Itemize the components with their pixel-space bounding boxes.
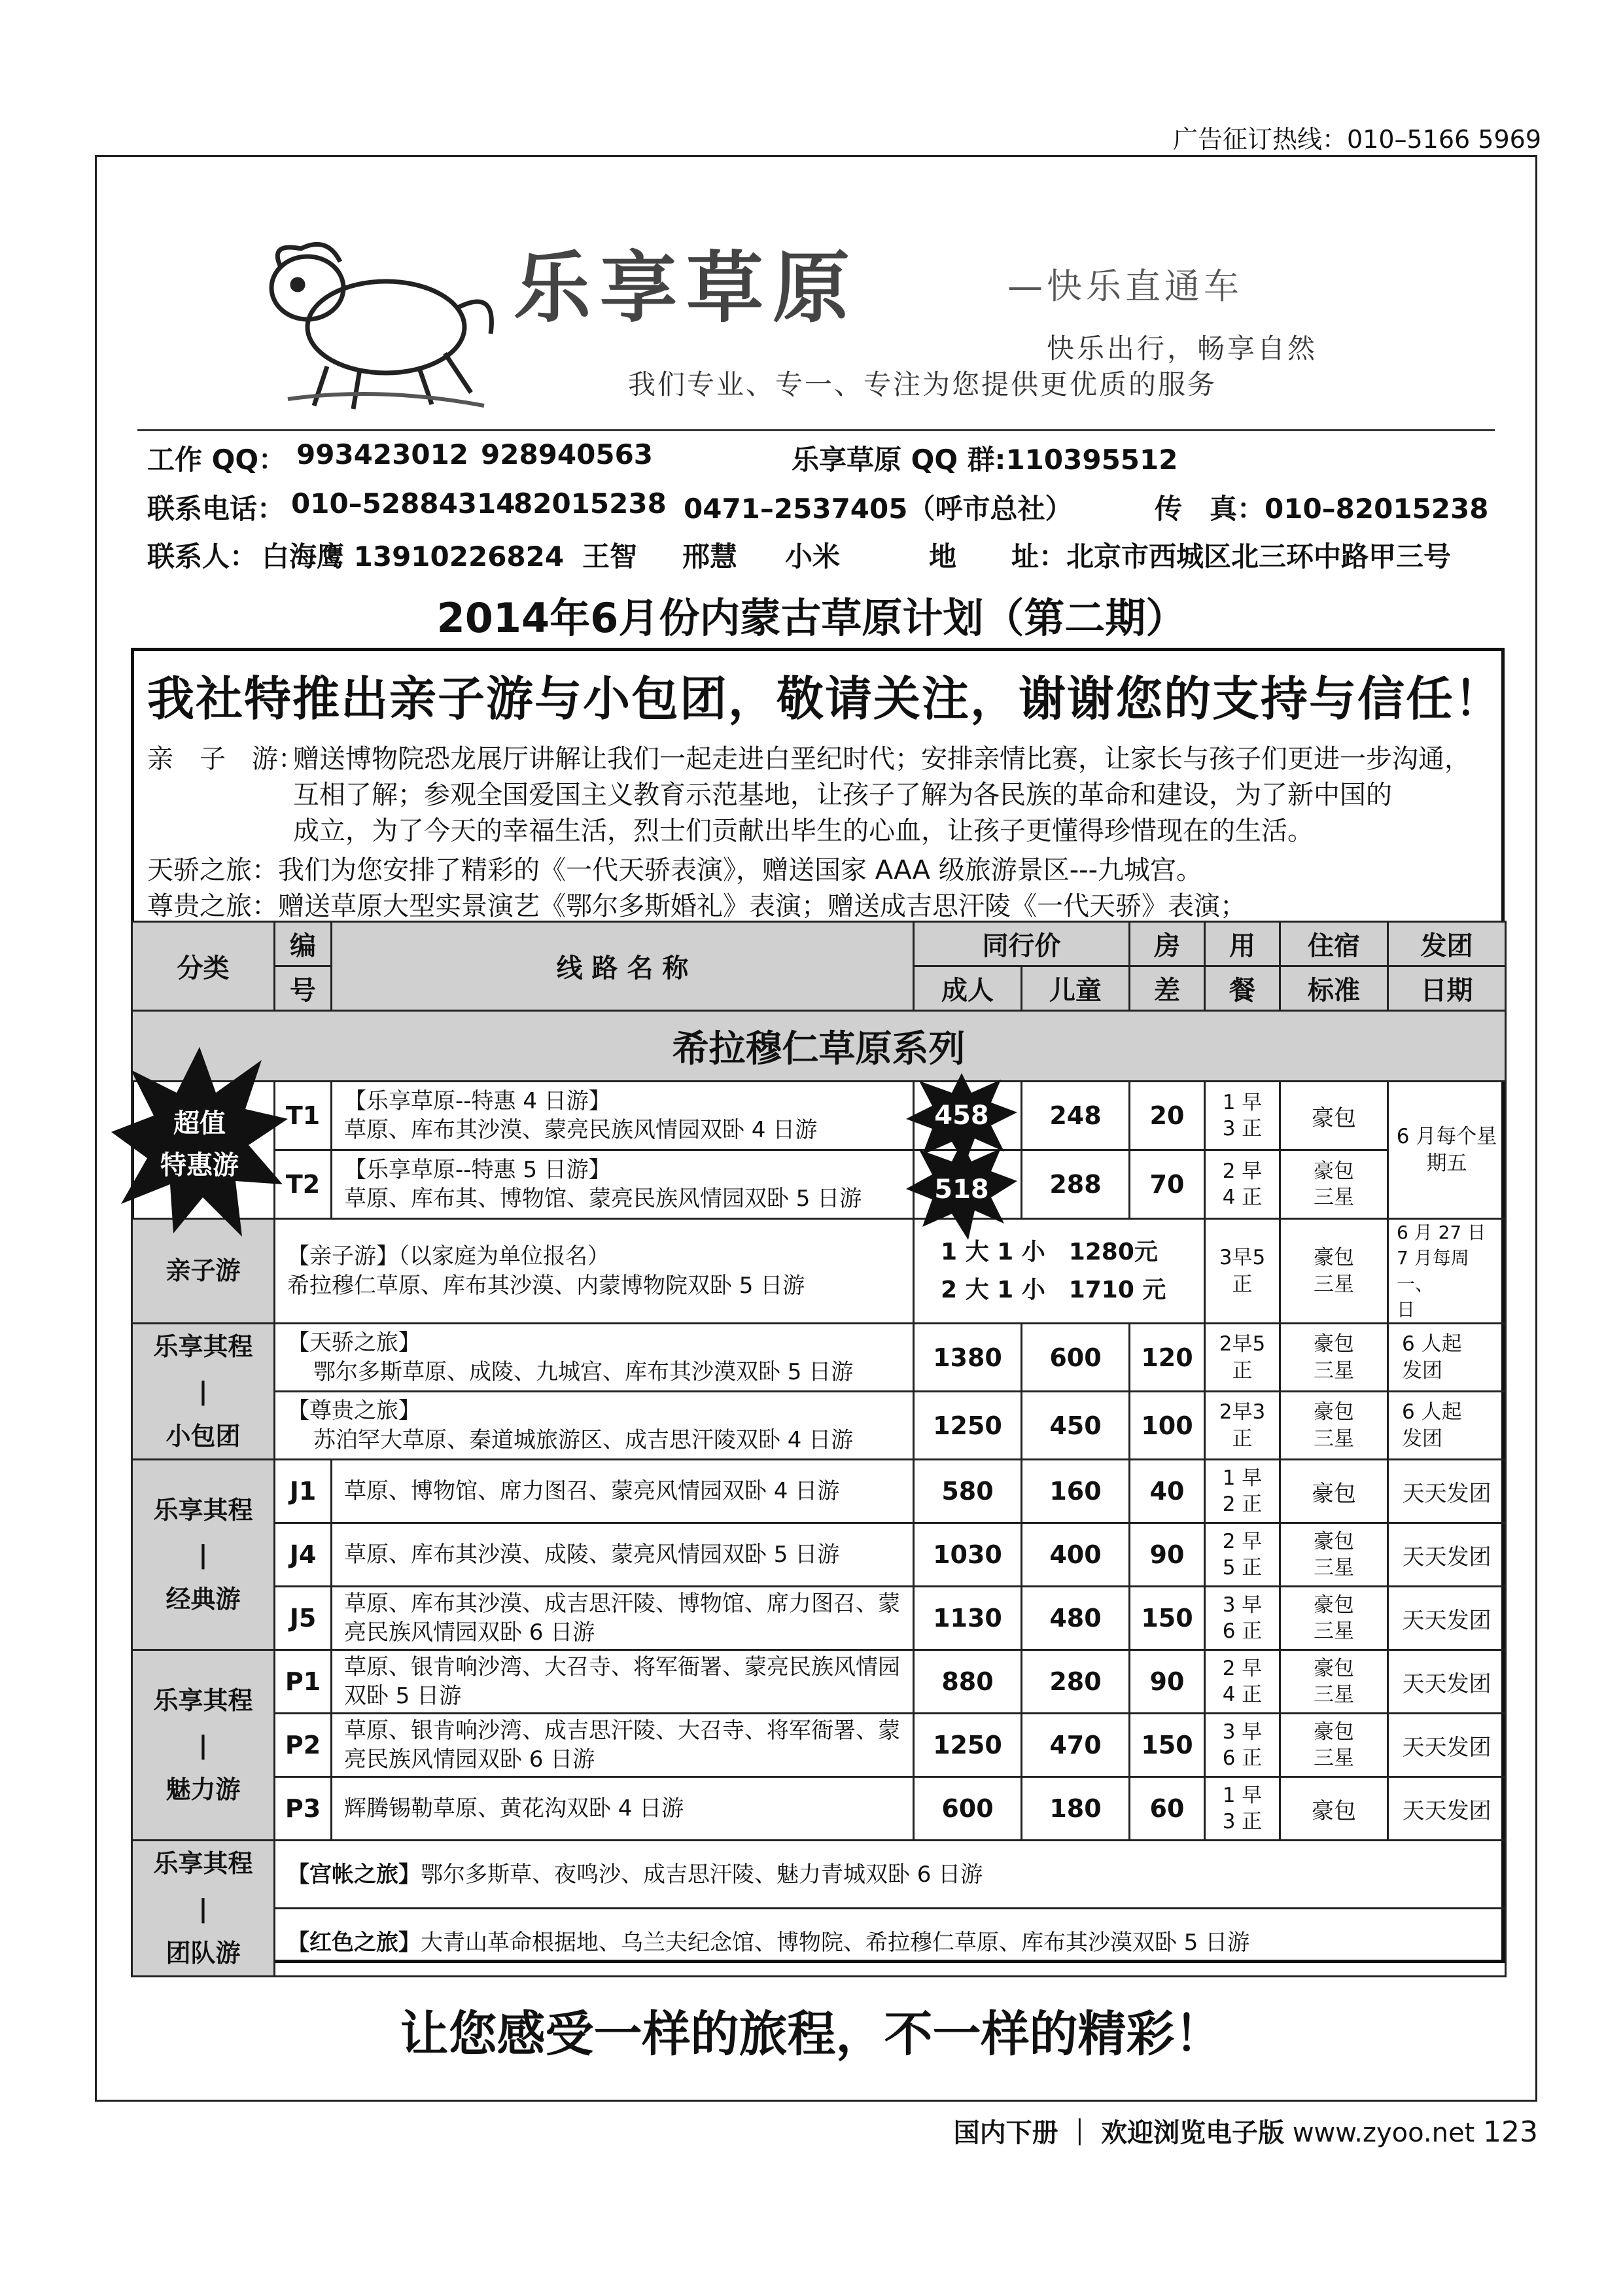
meal-line: 正 [1232,1358,1253,1383]
meal-line: 4 正 [1222,1683,1263,1707]
hotel-line: 豪包 [1314,1593,1354,1617]
page-footer [954,2112,1538,2149]
meal-line: 正 [1232,1272,1253,1296]
route-cell [332,1650,914,1714]
meal-cell [1205,1219,1280,1324]
footer-section: 国内下册 [953,2118,1058,2148]
contact-person-1: 白海鹰 13910226824 [262,540,565,573]
meal-line: 3早5 [1219,1246,1266,1270]
route-name: 【天骄之旅】 [287,1330,421,1356]
meal-cell [1205,1392,1280,1460]
header-date-1: 发团 [1388,922,1506,966]
route-name: 【亲子游】（以家庭为单位报名） [287,1243,610,1270]
category-line: 乐享其程 [153,1495,253,1525]
price-adult-t2: 518 [934,1174,989,1205]
price-child: 450 [1022,1392,1130,1460]
price-child: 248 [1022,1082,1130,1150]
category-line: 乐享其程 [153,1686,253,1715]
date-line: 6 人起 [1402,1332,1462,1356]
team-route-tag: 【宫帐之旅】 [287,1861,421,1888]
footer-text: 欢迎浏览电子版 [1101,2118,1285,2148]
route-code: T2 [275,1150,332,1219]
table-row [132,1714,1506,1777]
meal-line: 6 正 [1222,1746,1263,1771]
table-row [132,1909,1506,1977]
header-meal-1: 用 [1205,922,1280,966]
header-child: 儿童 [1022,966,1130,1011]
hotel-cell [1280,1650,1388,1714]
table-row [132,1150,1506,1219]
route-cell [275,1392,914,1460]
team-route-tag: 【红色之旅】 [287,1929,421,1956]
table-row [132,1082,1506,1150]
price-adult: 880 [914,1650,1022,1714]
footer-separator: ｜ [1066,2118,1093,2148]
family-price-1: 1 大 1 小 1280元 [941,1238,1158,1265]
header-category: 分类 [132,922,275,1011]
header-divider [137,429,1495,431]
special-offer-burst [111,1047,288,1237]
price-adult: 1250 [914,1392,1022,1460]
logo-tagline: 快乐出行，畅享自然 [1047,332,1318,364]
room-diff: 150 [1130,1714,1205,1777]
hotel-line: 三星 [1314,1186,1354,1209]
team-route-hongse [275,1909,1506,1977]
page-number: 123 [1483,2115,1538,2149]
meal-line: 2早5 [1219,1332,1266,1356]
footer-site-link[interactable]: www.zyoo.net [1292,2118,1475,2148]
route-desc: 鄂尔多斯草原、成陵、九城宫、库布其沙漠双卧 5 日游 [313,1358,854,1385]
header-price: 同行价 [914,922,1130,966]
room-diff: 60 [1130,1777,1205,1841]
price-badge-t2 [906,1142,1017,1240]
category-xiaobao [132,1324,275,1460]
price-child: 160 [1022,1460,1130,1523]
route-cell [332,1587,914,1650]
qinzi-desc-2: 互相了解；参观全国爱国主义教育示范基地，让孩子了解为各民族的革命和建设，为了新中国的 [293,780,1392,810]
date-line: 发团 [1402,1426,1442,1451]
route-code: P3 [275,1777,332,1841]
header-room-1: 房 [1130,922,1205,966]
qq-group: 乐享草原 QQ 群:110395512 [792,444,1178,476]
hotel-standard: 豪包 [1280,1082,1388,1150]
hotel-line: 三星 [1314,1358,1354,1383]
hotel-line: 豪包 [1314,1656,1354,1680]
route-desc: 草原、库布其沙漠、成吉思汗陵、博物馆、席力图召、蒙 [344,1590,900,1617]
price-adult: 1030 [914,1523,1022,1587]
room-diff: 120 [1130,1324,1205,1392]
meal-cell [1205,1714,1280,1777]
meal-line: 2 早 [1222,1529,1263,1553]
phone-number-1: 010–52884314 [291,487,515,520]
table-row [132,1460,1506,1523]
header-number-1: 编 [275,922,332,966]
room-diff: 100 [1130,1392,1205,1460]
table-row [132,1324,1506,1392]
date-line: 期五 [1426,1151,1467,1175]
meal-line: 3 早 [1222,1720,1263,1744]
departure-date-cell [1388,1219,1506,1324]
price-adult-t1: 458 [934,1101,989,1131]
hotel-cell [1280,1392,1388,1460]
category-line: 团队游 [166,1938,241,1968]
route-name: 【乐享草原--特惠 4 日游】 [344,1087,611,1114]
price-adult: 1380 [914,1324,1022,1392]
route-desc: 草原、银肯响沙湾、大召寺、将军衙署、蒙亮民族风情园 [344,1653,900,1680]
qinzi-desc-3: 成立，为了今天的幸福生活，烈士们贡献出毕生的心血，让孩子更懂得珍惜现在的生活。 [293,816,1314,846]
departure-date: 天天发团 [1388,1523,1506,1587]
meal-cell [1205,1150,1280,1219]
departure-date-cell [1388,1082,1506,1219]
room-diff: 90 [1130,1650,1205,1714]
burst-text-1: 超值 [173,1108,226,1139]
price-child: 280 [1022,1650,1130,1714]
price-child: 600 [1022,1324,1130,1392]
route-desc: 草原、库布其沙漠、蒙亮民族风情园双卧 4 日游 [344,1117,818,1143]
table-row [132,1392,1506,1460]
header-room-2: 差 [1130,966,1205,1011]
meal-line: 3 正 [1222,1117,1263,1140]
hotel-line: 三星 [1314,1556,1354,1580]
route-desc: 草原、银肯响沙湾、成吉思汗陵、大召寺、将军衙署、蒙 [344,1717,900,1744]
category-line: 小包团 [166,1421,241,1451]
route-code: J4 [275,1523,332,1587]
hotel-line: 三星 [1314,1746,1354,1771]
table-row [132,1219,1506,1324]
departure-date: 天天发团 [1388,1587,1506,1650]
fax-number: 传 真：010–82015238 [1155,493,1489,525]
bottom-slogan: 让您感受一样的旅程，不一样的精彩！ [400,2006,1223,2062]
table-row [132,1587,1506,1650]
route-cell [275,1324,914,1392]
hotel-line: 豪包 [1314,1332,1354,1356]
date-line: 7 月每周一、 [1397,1247,1469,1295]
category-line: | [198,1730,208,1759]
logo-title: 乐享草原 [514,242,860,333]
hotel-cell [1280,1219,1388,1324]
hotel-line: 豪包 [1314,1720,1354,1744]
meal-cell [1205,1587,1280,1650]
series-title: 希拉穆仁草原系列 [132,1011,1506,1082]
route-desc: 苏泊罕大草原、秦道城旅游区、成吉思汗陵双卧 4 日游 [313,1426,854,1453]
header-meal-2: 餐 [1205,966,1280,1011]
meal-cell [1205,1650,1280,1714]
tour-table [131,921,1507,1977]
meal-line: 2 早 [1222,1656,1263,1680]
hotel-line: 三星 [1314,1619,1354,1644]
category-jingdian [132,1460,275,1650]
meal-cell [1205,1082,1280,1150]
meal-cell [1205,1460,1280,1523]
route-desc: 亮民族风情园双卧 6 日游 [344,1619,595,1646]
logo-slogan: —快乐直通车 [1007,266,1243,307]
meal-line: 1 早 [1222,1466,1263,1490]
qq-number-2: 928940563 [481,438,654,470]
header-adult: 成人 [914,966,1022,1011]
route-desc: 草原、库布其沙漠、成陵、蒙亮风情园双卧 5 日游 [332,1523,914,1587]
header-route: 线 路 名 称 [332,922,914,1011]
phone-number-2: 82015238 [514,487,667,520]
contact-person-4: 小米 [785,540,841,573]
qinzi-label: 亲 子 游： [147,744,304,774]
room-diff: 90 [1130,1523,1205,1587]
hotel-standard: 豪包 [1280,1777,1388,1841]
route-code: T1 [275,1082,332,1150]
date-line: 6 月 27 日 [1397,1222,1486,1244]
meal-cell [1205,1523,1280,1587]
route-desc: 双卧 5 日游 [344,1683,462,1710]
meal-line: 3 早 [1222,1593,1263,1617]
price-child: 480 [1022,1587,1130,1650]
date-line: 6 月每个星 [1396,1125,1497,1149]
hotel-cell [1280,1587,1388,1650]
departure-date-cell [1388,1324,1506,1392]
category-line: | [198,1540,208,1569]
meal-line: 3 正 [1222,1810,1263,1834]
qinzi-desc-1: 赠送博物院恐龙展厅讲解让我们一起走进白垩纪时代；安排亲情比赛，让家长与孩子们更进一步沟通， [293,744,1471,774]
date-line: 6 人起 [1402,1400,1462,1424]
room-diff: 150 [1130,1587,1205,1650]
header-date-2: 日期 [1388,966,1506,1011]
route-cell [332,1150,914,1219]
burst-text-2: 特惠游 [160,1150,239,1180]
plan-title: 2014年6月份内蒙古草原计划（第二期） [436,594,1187,642]
hotel-line: 豪包 [1314,1529,1354,1553]
price-child: 288 [1022,1150,1130,1219]
route-cell [275,1219,914,1324]
logo-service-line: 我们专业、专一、专注为您提供更优质的服务 [628,368,1217,400]
price-adult: 1250 [914,1714,1022,1777]
room-diff: 40 [1130,1460,1205,1523]
hotel-cell [1280,1324,1388,1392]
route-code: P2 [275,1714,332,1777]
meal-cell [1205,1324,1280,1392]
meal-line: 6 正 [1222,1619,1263,1644]
departure-date: 天天发团 [1388,1460,1506,1523]
meal-line: 2早3 [1219,1400,1266,1424]
meal-line: 正 [1232,1426,1253,1451]
hotel-cell [1280,1150,1388,1219]
departure-date: 天天发团 [1388,1777,1506,1841]
contact-person-2: 王智 [582,540,638,573]
meal-line: 2 正 [1222,1492,1263,1517]
route-desc: 希拉穆仁草原、库布其沙漠、内蒙博物院双卧 5 日游 [287,1272,805,1299]
price-child: 180 [1022,1777,1130,1841]
header-number-2: 号 [275,966,332,1011]
meal-line: 4 正 [1222,1186,1263,1209]
route-desc: 亮民族风情园双卧 6 日游 [344,1746,595,1773]
meal-line: 2 早 [1222,1159,1263,1183]
hotel-cell [1280,1714,1388,1777]
address: 地 址：北京市西城区北三环中路甲三号 [929,540,1452,573]
room-diff: 70 [1130,1150,1205,1219]
promo-headline: 我社特推出亲子游与小包团，敬请关注，谢谢您的支持与信任！ [147,671,1503,726]
category-line: 乐享其程 [153,1849,253,1879]
hotel-cell [1280,1523,1388,1587]
person-label: 联系人： [147,540,258,573]
table-row [132,1841,1506,1909]
category-tuandui [132,1841,275,1977]
category-line: | [198,1894,208,1923]
zungui-desc: 尊贵之旅：赠送草原大型实景演艺《鄂尔多斯婚礼》表演；赠送成吉思汗陵《一代天骄》表演； [147,891,1246,921]
phone-label: 联系电话： [147,493,285,525]
category-line: | [198,1377,208,1406]
hotel-line: 豪包 [1314,1246,1354,1270]
hotel-standard: 豪包 [1280,1460,1388,1523]
table-row [132,1650,1506,1714]
route-name: 【尊贵之旅】 [287,1398,421,1424]
route-desc: 辉腾锡勒草原、黄花沟双卧 4 日游 [332,1777,914,1841]
hotel-line: 豪包 [1314,1159,1354,1183]
ad-hotline: 广告征订热线：010–5166 5969 [1172,125,1541,154]
phone-number-3: 0471–2537405（呼市总社） [684,493,1073,525]
meal-line: 1 早 [1222,1783,1263,1807]
route-code: J5 [275,1587,332,1650]
route-name: 【乐享草原--特惠 5 日游】 [344,1156,611,1183]
table-row [132,1777,1506,1841]
price-adult: 580 [914,1460,1022,1523]
header-hotel-2: 标准 [1280,966,1388,1011]
horse-logo-icon [249,229,510,419]
category-line: 经典游 [166,1585,241,1614]
tianjiao-desc: 天骄之旅：我们为您安排了精彩的《一代天骄表演》，赠送国家 AAA 级旅游景区---九城宫。 [147,855,1203,885]
table-row [132,1523,1506,1587]
category-line: 魅力游 [166,1775,241,1805]
departure-date: 天天发团 [1388,1714,1506,1777]
route-desc: 草原、库布其、博物馆、蒙亮民族风情园双卧 5 日游 [344,1186,862,1212]
category-line: 乐享其程 [153,1332,253,1361]
date-line: 发团 [1402,1358,1442,1383]
price-child: 470 [1022,1714,1130,1777]
price-adult: 600 [914,1777,1022,1841]
route-cell [332,1082,914,1150]
date-line: 日 [1397,1298,1416,1320]
hotel-line: 三星 [1314,1272,1354,1296]
meal-line: 1 早 [1222,1090,1263,1114]
team-route-desc: 大青山革命根据地、乌兰夫纪念馆、博物院、希拉穆仁草原、库布其沙漠双卧 5 日游 [421,1929,1250,1956]
room-diff: 20 [1130,1082,1205,1150]
contact-person-3: 邢慧 [682,540,738,573]
departure-date: 天天发团 [1388,1650,1506,1714]
route-code: P1 [275,1650,332,1714]
qq-number-1: 993423012 [296,438,469,470]
hotel-line: 三星 [1314,1683,1354,1707]
family-price-2: 2 大 1 小 1710 元 [941,1276,1166,1303]
price-child: 400 [1022,1523,1130,1587]
hotel-line: 三星 [1314,1426,1354,1451]
price-adult: 1130 [914,1587,1022,1650]
category-qinzi: 亲子游 [132,1219,275,1324]
route-desc: 草原、博物馆、席力图召、蒙亮风情园双卧 4 日游 [332,1460,914,1523]
route-code: J1 [275,1460,332,1523]
hotel-line: 豪包 [1314,1400,1354,1424]
qq-label: 工作 QQ： [147,444,287,476]
team-route-desc: 鄂尔多斯草、夜鸣沙、成吉思汗陵、魅力青城双卧 6 日游 [421,1861,983,1888]
category-meili [132,1650,275,1841]
team-route-gongzhang [275,1841,1506,1909]
route-cell [332,1714,914,1777]
header-hotel-1: 住宿 [1280,922,1388,966]
meal-line: 5 正 [1222,1556,1263,1580]
departure-date-cell [1388,1392,1506,1460]
meal-cell [1205,1777,1280,1841]
